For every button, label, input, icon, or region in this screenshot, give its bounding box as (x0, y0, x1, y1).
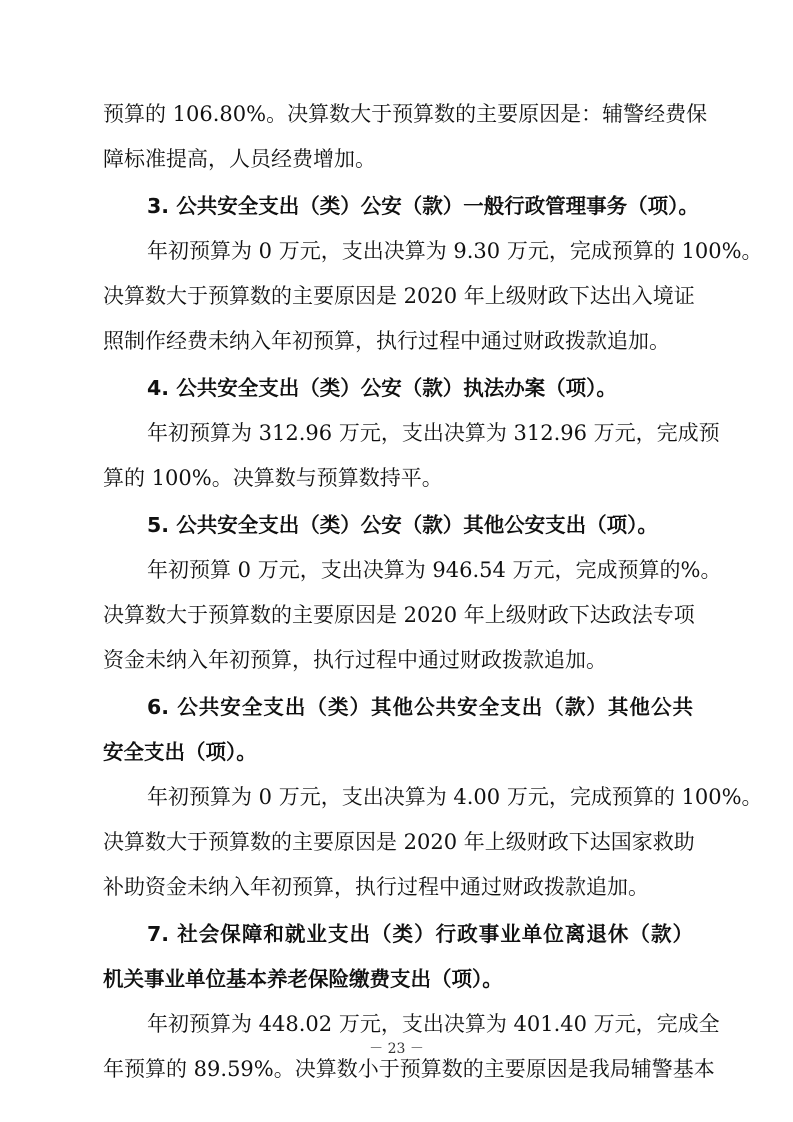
body-text-line: 年初预算为 0 万元，支出决算为 9.30 万元，完成预算的 100%。 (147, 239, 763, 263)
body-text-line: 决算数大于预算数的主要原因是 2020 年上级财政下达国家救助 (103, 830, 695, 854)
section-heading-4: 4. 公共安全支出（类）公安（款）执法办案（项）。 (147, 376, 617, 400)
body-text-line: 年初预算为 448.02 万元，支出决算为 401.40 万元，完成全 (147, 1012, 720, 1036)
section-heading-6: 6. 公共安全支出（类）其他公共安全支出（款）其他公共 (147, 695, 693, 719)
body-text-line: 年初预算为 312.96 万元，支出决算为 312.96 万元，完成预 (147, 421, 720, 445)
body-text-line: 补助资金未纳入年初预算，执行过程中通过财政拨款追加。 (103, 875, 649, 899)
body-text-line: 决算数大于预算数的主要原因是 2020 年上级财政下达政法专项 (103, 603, 695, 627)
section-heading-6-continued: 安全支出（项）。 (103, 740, 257, 764)
body-text-line: 照制作经费未纳入年初预算，执行过程中通过财政拨款追加。 (103, 329, 670, 353)
body-text-line: 年初预算为 0 万元，支出决算为 4.00 万元，完成预算的 100%。 (147, 785, 763, 809)
body-text-line: 决算数大于预算数的主要原因是 2020 年上级财政下达出入境证 (103, 284, 695, 308)
section-heading-7: 7. 社会保障和就业支出（类）行政事业单位离退休（款） (147, 922, 693, 946)
section-heading-3: 3. 公共安全支出（类）公安（款）一般行政管理事务（项）。 (147, 194, 699, 218)
body-text-line: 资金未纳入年初预算，执行过程中通过财政拨款追加。 (103, 648, 607, 672)
section-heading-7-continued: 机关事业单位基本养老保险缴费支出（项）。 (103, 967, 503, 991)
body-text-line: 预算的 106.80%。决算数大于预算数的主要原因是：辅警经费保 (103, 102, 708, 126)
section-heading-5: 5. 公共安全支出（类）公安（款）其他公安支出（项）。 (147, 513, 658, 537)
body-text-line: 障标准提高，人员经费增加。 (103, 147, 376, 171)
body-text-line: 算的 100%。决算数与预算数持平。 (103, 466, 443, 490)
body-text-line: 年预算的 89.59%。决算数小于预算数的主要原因是我局辅警基本 (103, 1057, 715, 1081)
page-number: － 23 － (369, 1041, 424, 1057)
body-text-line: 年初预算 0 万元，支出决算为 946.54 万元，完成预算的%。 (147, 558, 722, 582)
